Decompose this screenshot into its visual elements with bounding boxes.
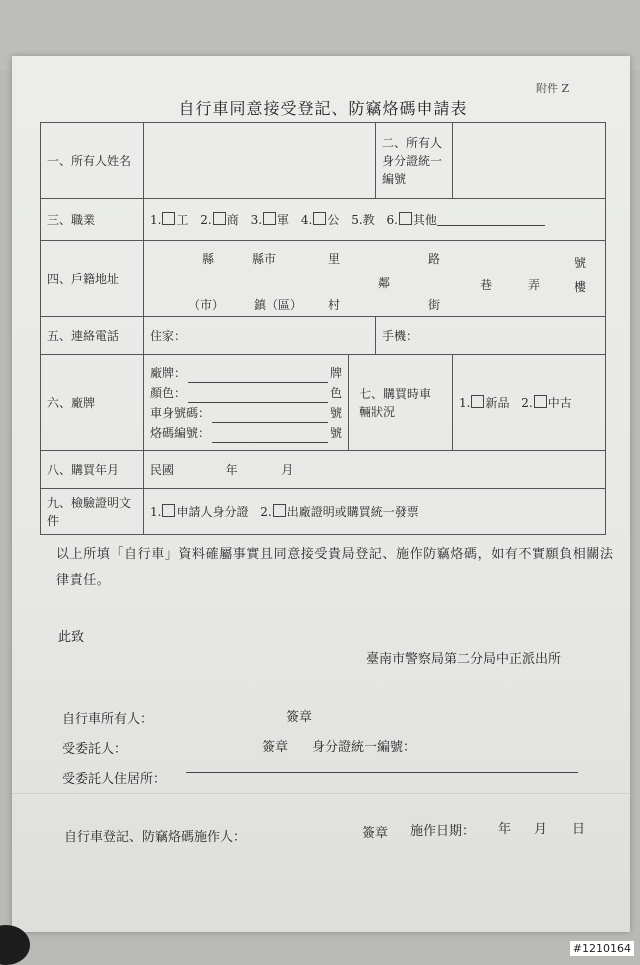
checkbox-icon[interactable] (273, 504, 286, 517)
checkbox-icon[interactable] (263, 212, 276, 225)
addr-lane: 巷 (480, 277, 493, 292)
addr-road: 路 (428, 251, 441, 266)
option-label: 公 (327, 213, 340, 227)
operator-label: 自行車登記、防竊烙碼施作人： (64, 830, 247, 845)
option-number: 1. (459, 396, 471, 410)
option-number: 2. (521, 396, 533, 410)
condition-label: 七、購買時車輛狀況 (349, 355, 453, 451)
bike-details (144, 355, 349, 451)
addr-street: 街 (428, 297, 441, 312)
condition-options (453, 355, 606, 451)
code-unit: 號 (329, 425, 342, 440)
salutation: 此致 (58, 630, 85, 645)
option-number: 6. (386, 213, 398, 227)
occupation-option-education[interactable] (351, 213, 374, 227)
brand-line[interactable] (150, 363, 342, 383)
occupation-option-business[interactable] (200, 213, 238, 227)
addr-lin: 鄰 (378, 275, 391, 290)
address-label: 四、戶籍地址 (41, 241, 144, 317)
frame-blank[interactable] (212, 410, 328, 423)
addr-floor: 樓 (574, 279, 587, 294)
checkbox-icon[interactable] (313, 212, 326, 225)
agent-seal-label: 簽章 (262, 740, 289, 755)
brand-label: 六、廠牌 (41, 355, 144, 451)
code-field-label: 烙碼編號： (150, 425, 211, 440)
option-label: 申請人身分證 (176, 505, 249, 519)
option-label: 工 (176, 213, 189, 227)
purchase-date-label: 八、購買年月 (41, 451, 144, 489)
option-label: 新品 (485, 396, 510, 410)
addr-number: 號 (574, 255, 587, 270)
color-blank[interactable] (188, 390, 328, 403)
option-label: 5.教 (351, 213, 375, 227)
code-number-line[interactable] (150, 423, 342, 443)
roc-era: 民國 (150, 463, 175, 477)
option-number: 4. (300, 213, 313, 227)
agent-label: 受委託人： (62, 742, 128, 757)
addr-town-district: 鎮（區） (254, 297, 303, 312)
option-label: 中古 (547, 396, 572, 410)
mobile-phone-field[interactable] (376, 317, 606, 355)
address-grid (150, 246, 599, 312)
checkbox-icon[interactable] (162, 212, 175, 225)
owner-id-field[interactable] (453, 123, 606, 199)
agent-address-label: 受委託人住居所： (62, 772, 167, 787)
checkbox-icon[interactable] (534, 395, 547, 408)
other-occupation-blank[interactable] (437, 213, 545, 226)
option-number: 3. (250, 213, 263, 227)
checkbox-icon[interactable] (471, 395, 484, 408)
color-unit: 色 (329, 385, 342, 400)
addr-alley: 弄 (528, 277, 541, 292)
option-number: 1. (150, 213, 162, 227)
documents-options (144, 489, 606, 535)
paper-fold (12, 793, 630, 794)
owner-name-label: 一、所有人姓名 (41, 123, 144, 199)
owner-id-label (376, 123, 453, 199)
addr-county-city: 縣市 (252, 251, 277, 266)
application-form-table (40, 122, 606, 535)
code-blank[interactable] (212, 430, 328, 443)
option-label: 出廠證明或購買統一發票 (286, 505, 419, 519)
checkbox-icon[interactable] (162, 504, 175, 517)
address-field[interactable] (144, 241, 606, 317)
page-title: 自行車同意接受登記、防竊烙碼申請表 (178, 99, 468, 118)
occupation-options (144, 199, 606, 241)
recipient-office: 臺南市警察局第二分局中正派出所 (366, 652, 562, 667)
brand-field-label: 廠牌： (150, 365, 187, 380)
occupation-option-military[interactable] (251, 213, 289, 227)
owner-seal-label: 簽章 (286, 710, 313, 725)
owner-signature-label: 自行車所有人： (62, 712, 154, 727)
frame-unit: 號 (329, 405, 342, 420)
option-label: 其他 (412, 213, 437, 227)
occupation-option-public[interactable] (301, 213, 339, 227)
option-number: 2. (260, 505, 272, 519)
color-line[interactable] (150, 383, 342, 403)
addr-county: 縣 (202, 251, 215, 266)
option-number: 1. (150, 505, 162, 519)
operation-month: 月 (534, 822, 548, 837)
brand-unit: 牌 (329, 365, 342, 380)
operator-seal-label: 簽章 (362, 826, 389, 841)
option-label: 軍 (277, 213, 290, 227)
addr-village: 村 (328, 297, 341, 312)
checkbox-icon[interactable] (399, 212, 412, 225)
home-phone-field[interactable] (144, 317, 376, 355)
phone-label: 五、連絡電話 (41, 317, 144, 355)
occupation-option-other[interactable] (386, 213, 544, 227)
operation-date-label: 施作日期： (410, 824, 476, 839)
condition-option-new[interactable] (459, 396, 509, 410)
brand-blank[interactable] (188, 370, 328, 383)
owner-id-label-text: 二、所有人身分證統一編號 (382, 135, 443, 186)
purchase-month: 月 (281, 463, 294, 477)
operation-day: 日 (572, 822, 586, 837)
addr-city-paren: （市） (188, 297, 225, 312)
occupation-label: 三、職業 (41, 199, 144, 241)
condition-option-used[interactable] (521, 396, 571, 410)
docs-option-id-card[interactable] (150, 505, 248, 519)
documents-label: 九、檢驗證明文件 (41, 489, 144, 535)
option-number: 2. (200, 213, 212, 227)
frame-field-label: 車身號碼： (150, 405, 211, 420)
operation-year: 年 (498, 822, 512, 837)
checkbox-icon[interactable] (213, 212, 226, 225)
declaration-text: 以上所填「自行車」資料確屬事實且同意接受貴局登記、施作防竊烙碼，如有不實願負相關法律責任。 (56, 547, 614, 588)
purchase-year: 年 (225, 463, 238, 477)
color-field-label: 顏色： (150, 385, 187, 400)
annex-label: 附件 Z (536, 82, 570, 95)
photo-id-stamp: #1210164 (570, 941, 634, 956)
occupation-option-worker[interactable] (150, 213, 188, 227)
docs-option-receipt[interactable] (260, 505, 418, 519)
purchase-date-field[interactable] (144, 451, 606, 489)
agent-id-label: 身分證統一編號： (312, 740, 417, 755)
home-phone-label: 住家： (150, 329, 187, 343)
agent-address-blank[interactable] (186, 772, 578, 773)
option-label: 商 (226, 213, 239, 227)
mobile-phone-label: 手機： (382, 329, 419, 343)
owner-name-field[interactable] (144, 123, 376, 199)
addr-li: 里 (328, 251, 341, 266)
frame-number-line[interactable] (150, 403, 342, 423)
